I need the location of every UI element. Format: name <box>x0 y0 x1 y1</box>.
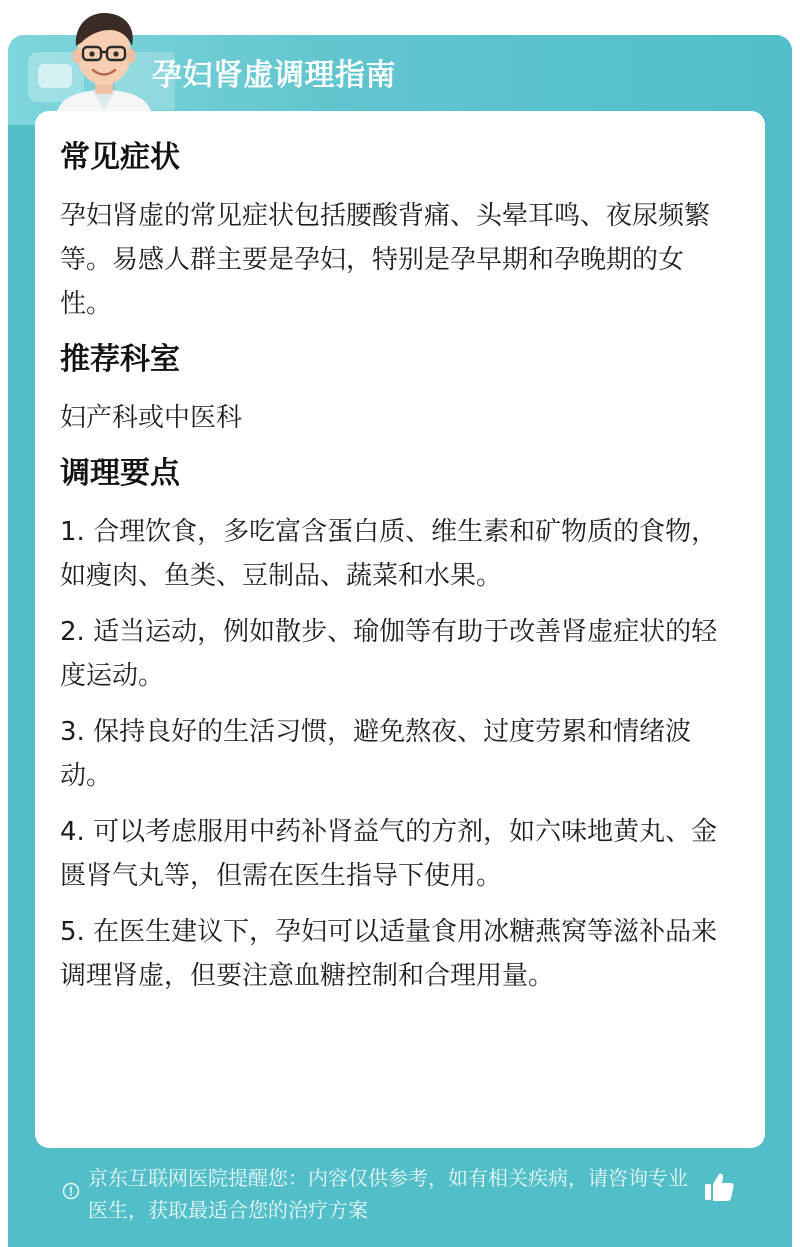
symptoms-text: 孕妇肾虚的常见症状包括腰酸背痛、头晕耳鸣、夜尿频繁等。易感人群主要是孕妇，特别是孕早期和孕晚期的女性。 <box>60 201 711 319</box>
thumbs-up-icon[interactable] <box>702 1170 736 1204</box>
tip-item-3: 3. 保持良好的生活习惯，避免熬夜、过度劳累和情绪波动。 <box>60 717 692 791</box>
page-title: 孕妇肾虚调理指南 <box>152 58 396 93</box>
department-text: 妇产科或中医科 <box>60 403 243 433</box>
tip-item-1: 1. 合理饮食，多吃富含蛋白质、维生素和矿物质的食物，如瘦肉、鱼类、豆制品、蔬菜和水果。 <box>60 517 718 591</box>
tip-item-5: 5. 在医生建议下，孕妇可以适量食用冰糖燕窝等滋补品来调理肾虚，但要注意血糖控制和合理用量。 <box>60 917 718 991</box>
tips-heading: 调理要点 <box>60 456 180 491</box>
tip-item-4: 4. 可以考虑服用中药补肾益气的方剂，如六味地黄丸、金匮肾气丸等，但需在医生指导下使用。 <box>60 817 718 891</box>
doctor-avatar <box>48 6 160 116</box>
tip-item-2: 2. 适当运动，例如散步、瑜伽等有助于改善肾虚症状的轻度运动。 <box>60 617 718 691</box>
info-circle-icon <box>62 1182 80 1200</box>
department-heading: 推荐科室 <box>60 342 180 377</box>
disclaimer-text: 京东互联网医院提醒您：内容仅供参考，如有相关疾病，请咨询专业医生，获取最适合您的治疗方案 <box>88 1166 688 1222</box>
symptoms-heading: 常见症状 <box>60 140 180 175</box>
article-content <box>60 136 730 998</box>
